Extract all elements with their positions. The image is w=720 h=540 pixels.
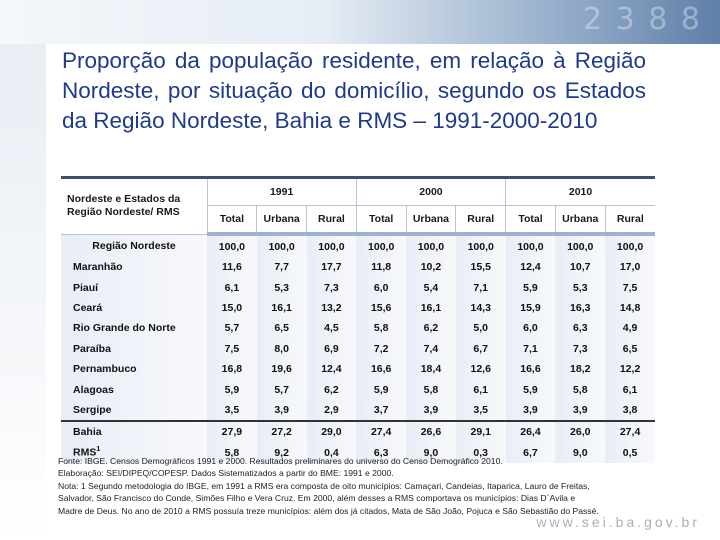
data-table-container [61,176,655,459]
table-cell: 3,5 [456,400,506,421]
table-cell: 7,7 [257,257,307,277]
table-cell: 6,1 [207,277,257,297]
row-label [61,298,207,318]
table-cell: 5,3 [257,277,307,297]
table-cell: 6,9 [307,339,357,359]
table-cell: 2,9 [307,400,357,421]
table-row [61,234,655,257]
table-cell: 5,8 [356,318,406,338]
table-cell: 16,6 [506,359,556,379]
table-cell: 7,5 [605,277,655,297]
table-row [61,257,655,277]
table-row [61,318,655,338]
row-label-text: Pernambuco [73,363,137,376]
row-label-text: RMS [73,446,97,459]
table-cell: 100,0 [207,234,257,257]
table-cell: 26,6 [406,421,456,442]
row-label [61,359,207,379]
table-cell: 14,8 [605,298,655,318]
row-label-text: Sergipe [73,403,112,416]
table-cell: 5,8 [207,443,257,463]
table-cell: 26,0 [555,421,605,442]
row-label-text: Paraíba [73,342,111,355]
table-cell: 5,9 [506,277,556,297]
table-row [61,359,655,379]
header-band [0,0,720,44]
table-row [61,298,655,318]
row-label [61,257,207,277]
table-cell: 15,9 [506,298,556,318]
table-row [61,421,655,442]
table-cell: 3,9 [257,400,307,421]
table-cell: 12,2 [605,359,655,379]
table-cell: 6,0 [356,277,406,297]
table-cell: 100,0 [257,234,307,257]
table-cell: 4,5 [307,318,357,338]
table-cell: 12,4 [307,359,357,379]
table-cell: 5,4 [406,277,456,297]
table-cell: 6,1 [456,379,506,399]
table-cell: 16,1 [257,298,307,318]
table-cell: 6,2 [307,379,357,399]
year-header-2010: 2010 [506,179,655,206]
table-cell: 10,7 [555,257,605,277]
year-header-1991: 1991 [207,179,356,206]
table-cell: 5,3 [555,277,605,297]
table-cell: 7,3 [307,277,357,297]
table-body [61,234,655,463]
table-cell: 7,5 [207,339,257,359]
table-cell: 100,0 [555,234,605,257]
table-cell: 100,0 [605,234,655,257]
year-header-2000: 2000 [356,179,505,206]
table-cell: 12,6 [456,359,506,379]
table-cell: 11,6 [207,257,257,277]
table-cell: 100,0 [406,234,456,257]
corner-header: Nordeste e Estados da Região Nordeste/ RMS [61,179,207,234]
table-cell: 27,2 [257,421,307,442]
table-cell: 6,7 [456,339,506,359]
source-notes [58,455,698,517]
table-cell: 5,8 [555,379,605,399]
table-cell: 6,1 [605,379,655,399]
footnote-marker: 1 [96,446,101,454]
population-table [61,179,655,463]
row-label-text: Bahia [73,426,102,439]
table-cell: 27,4 [356,421,406,442]
note-line: Fonte: IBGE. Censos Demográficos 1991 e 2000. Resultados preliminares do universo do Censo Demográfico 2010. [58,456,503,466]
table-cell: 15,6 [356,298,406,318]
table-cell: 0,5 [605,443,655,463]
row-label [61,339,207,359]
table-cell: 18,2 [555,359,605,379]
table-cell: 6,5 [257,318,307,338]
table-cell: 8,0 [257,339,307,359]
table-cell: 9,2 [257,443,307,463]
column-header: Urbana [555,206,605,235]
row-label-text: Maranhão [73,261,123,274]
row-label [61,234,207,257]
table-cell: 3,9 [406,400,456,421]
table-cell: 13,2 [307,298,357,318]
table-cell: 7,1 [506,339,556,359]
row-label-text: Região Nordeste [92,239,176,252]
table-cell: 17,7 [307,257,357,277]
table-cell: 10,2 [406,257,456,277]
row-label [61,400,207,421]
table-cell: 26,4 [506,421,556,442]
row-label-text: Rio Grande do Norte [73,322,176,335]
table-cell: 5,7 [207,318,257,338]
row-label-text: Ceará [73,301,103,314]
note-line: Salvador, São Francisco do Conde, Simões Filho e Vera Cruz. Em 2000, além desses a RMS comportava os municípios: Dias D´Avila e [58,493,576,504]
footer-url: www.sei.ba.gov.br [536,514,700,530]
table-cell: 16,1 [406,298,456,318]
table-cell: 18,4 [406,359,456,379]
table-cell: 9,0 [555,443,605,463]
table-cell: 16,3 [555,298,605,318]
table-cell: 100,0 [307,234,357,257]
row-label [61,318,207,338]
note-line: Nota: 1 Segundo metodologia do IBGE, em 1991 a RMS era composta de oito municípios: Camaçari, Candeias, Itaparica, Lauro de Freitas, [58,480,590,491]
table-cell: 9,0 [406,443,456,463]
table-cell: 6,3 [356,443,406,463]
table-cell: 5,9 [356,379,406,399]
table-cell: 5,0 [456,318,506,338]
row-label [61,277,207,297]
note-line: Elaboração: SEI/DIPEQ/COPESP. Dados Sistematizados a partir do BME: 1991 e 2000. [58,468,394,479]
table-cell: 27,9 [207,421,257,442]
column-header: Total [207,206,257,235]
note-line: Madre de Deus. No ano de 2010 a RMS possuía treze municípios: além dos já citados, Mata de São João, Pojuca e São Sebastião do Passé. [58,505,599,516]
table-cell: 7,4 [406,339,456,359]
table-row [61,379,655,399]
slide-title: Proporção da população residente, em relação à Região Nordeste, por situação do domicílio, segundo os Estados da Região Nordeste, Bahia e RMS – 1991-2000-2010 [62,48,646,133]
table-cell: 19,6 [257,359,307,379]
column-header: Total [356,206,406,235]
table-cell: 6,0 [506,318,556,338]
table-cell: 0,3 [456,443,506,463]
table-row [61,277,655,297]
row-label [61,421,207,442]
table-cell: 4,9 [605,318,655,338]
header-digits: 2 3 8 8 [583,2,702,37]
table-row [61,400,655,421]
row-label [61,379,207,399]
column-header: Rural [456,206,506,235]
table-cell: 3,9 [506,400,556,421]
table-cell: 3,5 [207,400,257,421]
table-cell: 3,7 [356,400,406,421]
table-cell: 7,1 [456,277,506,297]
column-header: Total [506,206,556,235]
column-header: Rural [605,206,655,235]
table-cell: 6,5 [605,339,655,359]
table-cell: 100,0 [356,234,406,257]
row-label-text: Piauí [73,281,99,294]
table-cell: 29,1 [456,421,506,442]
table-cell: 17,0 [605,257,655,277]
table-cell: 16,8 [207,359,257,379]
table-cell: 7,3 [555,339,605,359]
table-cell: 15,5 [456,257,506,277]
table-cell: 100,0 [506,234,556,257]
table-cell: 5,8 [406,379,456,399]
table-cell: 14,3 [456,298,506,318]
table-row [61,339,655,359]
table-cell: 11,8 [356,257,406,277]
row-label-text: Alagoas [73,383,114,396]
table-cell: 6,2 [406,318,456,338]
table-cell: 6,3 [555,318,605,338]
table-cell: 15,0 [207,298,257,318]
table-cell: 5,9 [207,379,257,399]
column-header: Urbana [406,206,456,235]
table-cell: 16,6 [356,359,406,379]
table-cell: 100,0 [456,234,506,257]
column-header: Urbana [257,206,307,235]
table-cell: 3,8 [605,400,655,421]
table-cell: 7,2 [356,339,406,359]
column-header: Rural [307,206,357,235]
table-cell: 27,4 [605,421,655,442]
table-cell: 5,9 [506,379,556,399]
table-cell: 3,9 [555,400,605,421]
table-cell: 29,0 [307,421,357,442]
table-cell: 12,4 [506,257,556,277]
table-cell: 5,7 [257,379,307,399]
table-cell: 6,7 [506,443,556,463]
left-decor-band [0,44,46,540]
table-cell: 0,4 [307,443,357,463]
